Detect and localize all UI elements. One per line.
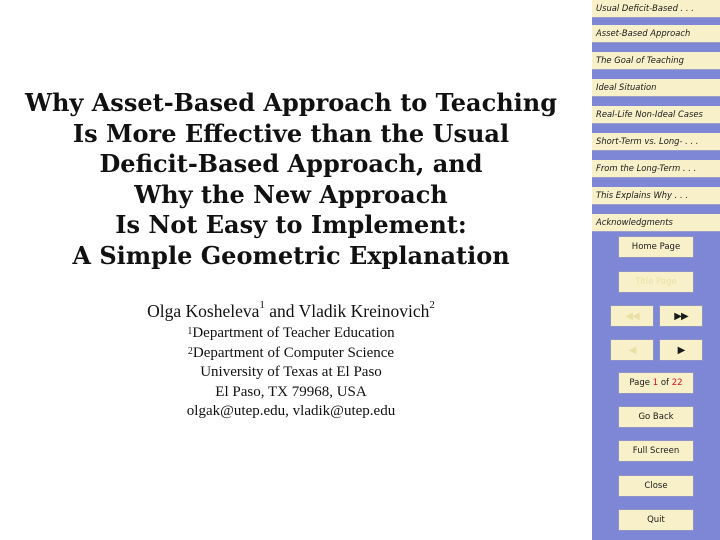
total-page-count: 22 <box>671 378 683 388</box>
nav-section-asset-based[interactable]: Asset-Based Approach <box>592 25 720 43</box>
author-name: Vladik Kreinovich <box>298 301 430 321</box>
title-line: Is More Effective than the Usual <box>72 118 510 148</box>
nav-section-short-term[interactable]: Short-Term vs. Long- . . . <box>592 133 720 151</box>
nav-section-real-life[interactable]: Real-Life Non-Ideal Cases <box>592 106 720 124</box>
title-line: Why Asset-Based Approach to Teaching <box>24 88 557 117</box>
affiliation-line <box>10 324 572 344</box>
right-arrow-icon: ▶ <box>677 344 685 356</box>
double-right-arrow-icon: ▶▶ <box>674 310 688 322</box>
home-page-button[interactable]: Home Page <box>618 236 694 258</box>
page-of-label: of <box>660 378 670 388</box>
address: El Paso, TX 79968, USA <box>215 383 367 400</box>
affiliation-mark: 1 <box>187 326 193 337</box>
fast-forward-button[interactable] <box>659 305 703 327</box>
university-name: University of Texas at El Paso <box>200 364 382 380</box>
emails: olgak@utep.edu, vladik@utep.edu <box>186 403 396 419</box>
affiliation-mark: 2 <box>187 345 193 357</box>
affiliation-mark: 2 <box>429 299 435 311</box>
affiliations <box>10 324 572 422</box>
title-line: Is Not Easy to Implement: <box>115 210 467 239</box>
left-arrow-icon: ◀ <box>628 344 636 356</box>
nav-section-goal[interactable]: The Goal of Teaching <box>592 52 720 70</box>
title-line: Deficit-Based Approach, and <box>99 149 483 178</box>
affiliation-line <box>10 344 572 364</box>
author-list <box>10 301 572 322</box>
nav-section-ideal[interactable]: Ideal Situation <box>592 79 720 97</box>
slide-title <box>10 88 572 271</box>
page-indicator <box>618 372 694 394</box>
nav-section-acknowledgments[interactable]: Acknowledgments <box>592 214 720 232</box>
navigation-sidebar <box>592 0 720 540</box>
title-line: Why the New Approach <box>134 179 448 209</box>
nav-section-usual-deficit[interactable]: Usual Deficit-Based . . . <box>592 0 720 18</box>
close-button[interactable]: Close <box>618 475 694 497</box>
department-name: Department of Teacher Education <box>192 325 395 341</box>
next-page-button[interactable] <box>659 339 703 361</box>
full-screen-button[interactable]: Full Screen <box>618 440 694 462</box>
author-connector: and <box>264 301 299 321</box>
title-line: A Simple Geometric Explanation <box>72 240 510 270</box>
previous-page-button[interactable] <box>610 339 654 361</box>
department-name: Department of Computer Science <box>192 344 395 361</box>
affiliation-mark: 1 <box>259 299 265 311</box>
nav-section-long-term[interactable]: From the Long-Term . . . <box>592 160 720 178</box>
go-back-button[interactable]: Go Back <box>618 406 694 428</box>
page-label: Page <box>629 378 650 388</box>
nav-section-this-explains[interactable]: This Explains Why . . . <box>592 187 720 205</box>
title-page-button[interactable]: Title Page <box>618 271 694 293</box>
fast-backward-button[interactable] <box>610 305 654 327</box>
double-left-arrow-icon: ◀◀ <box>625 310 639 322</box>
author-name: Olga Kosheleva <box>147 301 260 321</box>
quit-button[interactable]: Quit <box>618 509 694 531</box>
current-page-number: 1 <box>652 378 659 388</box>
